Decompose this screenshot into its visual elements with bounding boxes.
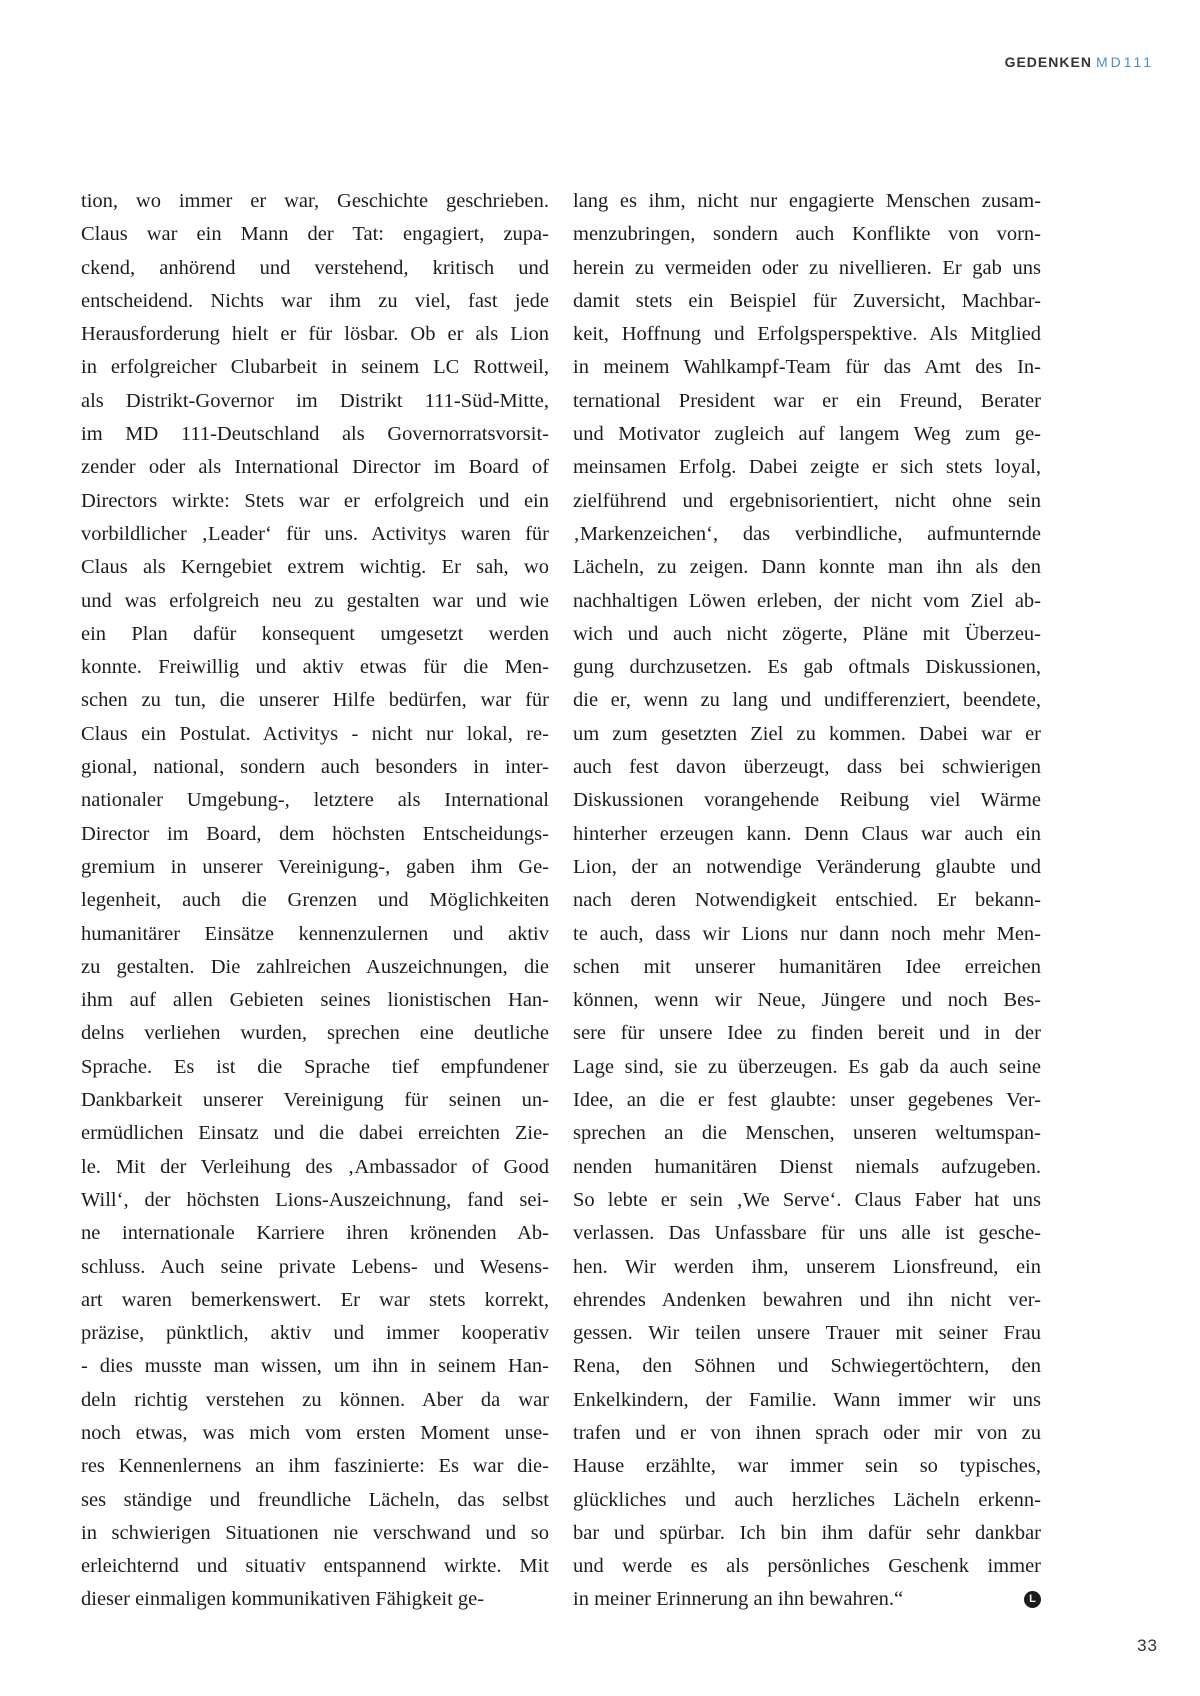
text-line: konnte. Freiwillig und aktiv etwas für die Men- — [81, 656, 549, 679]
text-line: gung durchzusetzen. Es gab oftmals Diskussionen, — [573, 656, 1041, 679]
text-line: um zum gesetzten Ziel zu kommen. Dabei war er — [573, 722, 1041, 745]
text-line: ermüdlichen Einsatz und die dabei erreichten Zie- — [81, 1122, 549, 1145]
text-line: ‚Markenzeichen‘, das verbindliche, aufmunternde — [573, 522, 1041, 545]
text-line: vorbildlicher ‚Leader‘ für uns. Activitys waren für — [81, 522, 549, 545]
text-line: Hause erzählte, war immer sein so typisches, — [573, 1455, 1041, 1478]
right-column — [573, 185, 1041, 1617]
text-line: ses ständige und freundliche Lächeln, das selbst — [81, 1488, 549, 1511]
text-line: schen mit unserer humanitären Idee erreichen — [573, 955, 1041, 978]
text-line: zielführend und ergebnisorientiert, nicht ohne sein — [573, 489, 1041, 512]
text-line: res Kennenlernens an ihm faszinierte: Es war die- — [81, 1455, 549, 1478]
text-line: ternational President war er ein Freund, Berater — [573, 389, 1041, 412]
section-title: GEDENKEN — [1004, 54, 1092, 70]
text-line: menzubringen, sondern auch Konflikte von vorn- — [573, 223, 1041, 246]
text-line: schen zu tun, die unserer Hilfe bedürfen, war für — [81, 689, 549, 712]
text-line: ihm auf allen Gebieten seines lionistischen Han- — [81, 989, 549, 1012]
text-line: meinsamen Erfolg. Dabei zeigte er sich stets loyal, — [573, 456, 1041, 479]
text-line: nationaler Umgebung-, letztere als International — [81, 789, 549, 812]
text-line: delns verliehen wurden, sprechen eine deutliche — [81, 1022, 549, 1045]
text-line: nach deren Notwendigkeit entschied. Er bekann- — [573, 889, 1041, 912]
text-line: schluss. Auch seine private Lebens- und Wesens- — [81, 1255, 549, 1278]
page-number: 33 — [1137, 1636, 1158, 1655]
text-line: nenden humanitären Dienst niemals aufzugeben. — [573, 1155, 1041, 1178]
text-line: ne internationale Karriere ihren krönenden Ab- — [81, 1222, 549, 1245]
text-line: verlassen. Das Unfassbare für uns alle ist gesche- — [573, 1222, 1041, 1245]
text-line: im MD 111-Deutschland als Governorratsvorsit- — [81, 423, 549, 446]
text-line: Directors wirkte: Stets war er erfolgreich und ein — [81, 489, 549, 512]
text-line: trafen und er von ihnen sprach oder mir von zu — [573, 1421, 1041, 1444]
text-line: und Motivator zugleich auf langem Weg zum ge- — [573, 423, 1041, 446]
text-line: herein zu vermeiden oder zu nivellieren. Er gab uns — [573, 256, 1041, 279]
text-line: zu gestalten. Die zahlreichen Auszeichnungen, die — [81, 955, 549, 978]
text-line: Dankbarkeit unserer Vereinigung für seinen un- — [81, 1089, 549, 1112]
text-line: Claus ein Postulat. Activitys - nicht nur lokal, re- — [81, 722, 549, 745]
text-line: können, wenn wir Neue, Jüngere und noch Bes- — [573, 989, 1041, 1012]
text-line: te auch, dass wir Lions nur dann noch mehr Men- — [573, 922, 1041, 945]
text-line: Enkelkindern, der Familie. Wann immer wir uns — [573, 1388, 1041, 1411]
text-line: Idee, an die er fest glaubte: unser gegebenes Ver- — [573, 1089, 1041, 1112]
lions-end-mark-icon: L — [1024, 1591, 1041, 1608]
text-line: le. Mit der Verleihung des ‚Ambassador of Good — [81, 1155, 549, 1178]
text-line: in meiner Erinnerung an ihn bewahren.“ — [573, 1588, 904, 1611]
text-line: legenheit, auch die Grenzen und Möglichkeiten — [81, 889, 549, 912]
text-line: in schwierigen Situationen nie verschwand und so — [81, 1521, 549, 1544]
running-head — [1005, 54, 1154, 70]
text-line: in erfolgreicher Clubarbeit in seinem LC Rottweil, — [81, 356, 549, 379]
text-line: Lion, der an notwendige Veränderung glaubte und — [573, 855, 1041, 878]
text-line: Director im Board, dem höchsten Entscheidungs- — [81, 822, 549, 845]
text-line: keit, Hoffnung und Erfolgsperspektive. Als Mitglied — [573, 323, 1041, 346]
text-line: So lebte er sein ‚We Serve‘. Claus Faber hat uns — [573, 1188, 1041, 1211]
text-line: Sprache. Es ist die Sprache tief empfundener — [81, 1055, 549, 1078]
text-line: in meinem Wahlkampf-Team für das Amt des In- — [573, 356, 1041, 379]
text-line: Herausforderung hielt er für lösbar. Ob er als Lion — [81, 323, 549, 346]
text-line: zender oder als International Director im Board of — [81, 456, 549, 479]
text-line: deln richtig verstehen zu können. Aber da war — [81, 1388, 549, 1411]
text-line: hinterher erzeugen kann. Denn Claus war auch ein — [573, 822, 1041, 845]
text-line: hen. Wir werden ihm, unserem Lionsfreund, ein — [573, 1255, 1041, 1278]
text-line: Diskussionen vorangehende Reibung viel Wärme — [573, 789, 1041, 812]
text-line: und was erfolgreich neu zu gestalten war und wie — [81, 589, 549, 612]
text-line: ehrendes Andenken bewahren und ihn nicht ver- — [573, 1288, 1041, 1311]
issue-label: MD111 — [1095, 54, 1154, 70]
text-line: wich und auch nicht zögerte, Pläne mit Überzeu- — [573, 622, 1041, 645]
text-line: als Distrikt-Governor im Distrikt 111-Süd-Mitte, — [81, 389, 549, 412]
text-line: tion, wo immer er war, Geschichte geschrieben. — [81, 190, 549, 212]
text-line: ein Plan dafür konsequent umgesetzt werden — [81, 622, 549, 645]
text-line: noch etwas, was mich vom ersten Moment unse- — [81, 1421, 549, 1444]
text-line: Will‘, der höchsten Lions-Auszeichnung, fand sei- — [81, 1188, 549, 1211]
text-line: Lage sind, sie zu überzeugen. Es gab da auch seine — [573, 1055, 1041, 1078]
text-line: sere für unsere Idee zu finden bereit und in der — [573, 1022, 1041, 1045]
text-line: glückliches und auch herzliches Lächeln erkenn- — [573, 1488, 1041, 1511]
text-line: gional, national, sondern auch besonders in inter- — [81, 756, 549, 779]
text-line: auch fest davon überzeugt, dass bei schwierigen — [573, 756, 1041, 779]
text-line: lang es ihm, nicht nur engagierte Menschen zusam- — [573, 190, 1041, 212]
text-line: Lächeln, zu zeigen. Dann konnte man ihn als den — [573, 556, 1041, 579]
text-line: entscheidend. Nichts war ihm zu viel, fast jede — [81, 289, 549, 312]
text-line: Rena, den Söhnen und Schwiegertöchtern, den — [573, 1355, 1041, 1378]
text-line: ckend, anhörend und verstehend, kritisch und — [81, 256, 549, 279]
left-column — [81, 185, 549, 1617]
text-line: gremium in unserer Vereinigung-, gaben ihm Ge- — [81, 855, 549, 878]
text-line: Claus als Kerngebiet extrem wichtig. Er sah, wo — [81, 556, 549, 579]
text-line: damit stets ein Beispiel für Zuversicht, Machbar- — [573, 289, 1041, 312]
text-line: gessen. Wir teilen unsere Trauer mit seiner Frau — [573, 1322, 1041, 1345]
text-line: art waren bemerkenswert. Er war stets korrekt, — [81, 1288, 549, 1311]
text-line: die er, wenn zu lang und undifferenziert, beendete, — [573, 689, 1041, 712]
text-line: humanitärer Einsätze kennenzulernen und aktiv — [81, 922, 549, 945]
text-line: - dies musste man wissen, um ihn in seinem Han- — [81, 1355, 549, 1378]
text-line: nachhaltigen Löwen erleben, der nicht vom Ziel ab- — [573, 589, 1041, 612]
text-line: bar und spürbar. Ich bin ihm dafür sehr dankbar — [573, 1521, 1041, 1544]
text-line: sprechen an die Menschen, unseren weltumspan- — [573, 1122, 1041, 1145]
text-line: Claus war ein Mann der Tat: engagiert, zupa- — [81, 223, 549, 246]
text-line: präzise, pünktlich, aktiv und immer kooperativ — [81, 1322, 549, 1345]
text-line: erleichternd und situativ entspannend wirkte. Mit — [81, 1555, 549, 1578]
text-line: dieser einmaligen kommunikativen Fähigkeit ge- — [81, 1588, 485, 1611]
text-line: und werde es als persönliches Geschenk immer — [573, 1555, 1041, 1578]
